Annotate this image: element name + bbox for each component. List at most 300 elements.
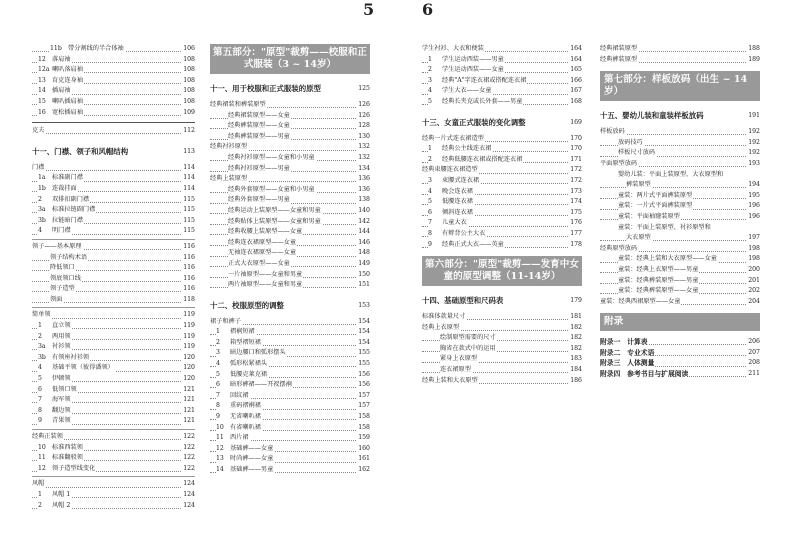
toc-entry[interactable] — [210, 454, 370, 465]
divider — [32, 307, 195, 308]
page-ref: 204 — [747, 297, 760, 308]
toc-entry[interactable] — [32, 385, 195, 396]
toc-entry-text: 经典裤装原型——女童 — [228, 122, 290, 130]
toc-entry-text: 褶裥短裙 — [230, 328, 255, 336]
toc-entry-text: 风帽 1 — [52, 490, 71, 498]
page-ref: 114 — [182, 163, 195, 174]
toc-entry[interactable] — [210, 132, 370, 143]
toc-entry[interactable] — [600, 233, 760, 244]
toc-entry-text: 经典"A"字连衣裙或搭配连衣裙 — [442, 76, 527, 84]
toc-entry[interactable] — [210, 391, 370, 402]
page-ref: 200 — [747, 265, 760, 276]
toc-entry[interactable] — [422, 197, 582, 208]
toc-entry-text: 时尚裤——女童 — [230, 455, 274, 463]
toc-entry-label — [228, 270, 303, 281]
page-ref: 126 — [357, 100, 370, 111]
page-ref: 124 — [182, 501, 195, 512]
toc-entry[interactable] — [210, 359, 370, 370]
page-ref: 161 — [357, 454, 370, 465]
toc-entry[interactable] — [210, 412, 370, 423]
toc-entry[interactable] — [422, 365, 582, 376]
page-ref: 189 — [747, 55, 760, 66]
toc-entry[interactable] — [32, 108, 195, 119]
toc-entry[interactable] — [422, 229, 582, 240]
part-heading: 第七部分：样板放码（出生 ~ 14岁） — [600, 71, 760, 101]
page-ref: 194 — [747, 180, 760, 191]
toc-entry-text: 插肩袖 — [52, 87, 71, 95]
toc-entry[interactable] — [32, 173, 195, 184]
toc-entry[interactable] — [210, 338, 370, 349]
toc-entry-text: 降低领口 — [50, 264, 75, 272]
toc-entry[interactable] — [32, 453, 195, 464]
toc-entry-label — [38, 216, 84, 227]
toc-entry[interactable] — [32, 86, 195, 97]
toc-entry-text: 放码技巧 — [618, 138, 643, 146]
toc-entry-text: 附录一 计算表 — [600, 338, 648, 347]
toc-entry-label — [428, 86, 493, 97]
toc-entry-text: 经典正装领 — [32, 433, 63, 440]
toc-entry-text: 喇叭落肩袖 — [52, 66, 83, 74]
toc-entry-label — [50, 284, 76, 295]
toc-entry[interactable] — [32, 55, 195, 66]
toc-entry[interactable] — [210, 227, 370, 238]
toc-entry[interactable] — [600, 337, 760, 348]
page-ref: 208 — [747, 358, 760, 369]
toc-entry-index: 3a — [38, 206, 46, 214]
toc-entry[interactable] — [210, 317, 370, 328]
toc-entry[interactable] — [422, 86, 582, 97]
toc-entry-label — [50, 295, 63, 306]
toc-entry[interactable] — [32, 216, 195, 227]
toc-entry-label — [32, 126, 45, 137]
toc-entry-label — [38, 363, 115, 374]
toc-entry[interactable] — [422, 312, 582, 323]
toc-entry[interactable] — [422, 344, 582, 355]
toc-entry-text: 海军领 — [52, 396, 71, 404]
toc-entry-text: 回纹裙 — [230, 391, 249, 399]
toc-entry[interactable] — [600, 244, 760, 255]
toc-entry[interactable] — [600, 265, 760, 276]
toc-entry-text: 经典外套原型——女童和小男童 — [228, 185, 315, 193]
toc-entry-text: 有省喇叭裙 — [230, 423, 261, 431]
page-ref: 119 — [182, 321, 195, 332]
page-ref: 120 — [182, 363, 195, 374]
chapter-heading[interactable] — [422, 294, 582, 308]
toc-entry[interactable] — [600, 286, 760, 297]
toc-column-3 — [422, 44, 582, 386]
toc-entry[interactable] — [32, 416, 195, 427]
toc-entry-text: 低腰克莱克裙 — [230, 370, 268, 378]
page-ref: 153 — [358, 301, 370, 309]
toc-entry[interactable] — [600, 148, 760, 159]
page-ref: 109 — [182, 108, 195, 119]
toc-entry[interactable] — [422, 165, 582, 176]
page-ref: 124 — [182, 490, 195, 501]
toc-entry[interactable] — [210, 401, 370, 412]
toc-entry-label — [422, 376, 479, 387]
toc-entry[interactable] — [600, 297, 760, 308]
toc-entry-label — [228, 248, 297, 259]
chapter-heading[interactable] — [32, 145, 195, 159]
chapter-title: 十一、门襟、领子和风帽结构 — [32, 146, 129, 156]
toc-entry[interactable] — [210, 111, 370, 122]
toc-entry-text: 学生运动西装——男童 — [442, 55, 504, 63]
toc-entry-index: 14 — [38, 87, 46, 95]
toc-entry-text: 裤装原型 — [626, 181, 651, 189]
toc-entry[interactable] — [32, 226, 195, 237]
page-ref: 113 — [183, 147, 195, 155]
toc-entry-label — [38, 321, 72, 332]
toc-entry[interactable] — [32, 432, 195, 443]
toc-entry[interactable] — [210, 217, 370, 228]
toc-entry-text: 标准副门襟 — [52, 174, 83, 182]
toc-entry[interactable] — [32, 284, 195, 295]
toc-entry-text: 学生运动西装——女童 — [442, 66, 504, 74]
page-ref: 157 — [357, 401, 370, 412]
toc-entry[interactable] — [210, 142, 370, 153]
toc-entry[interactable] — [210, 121, 370, 132]
toc-entry-label — [618, 191, 693, 202]
toc-entry-label — [618, 265, 699, 276]
page-ref: 118 — [182, 295, 195, 306]
page-ref: 172 — [569, 165, 582, 176]
toc-entry[interactable] — [32, 406, 195, 417]
toc-entry-label — [228, 280, 303, 291]
toc-entry[interactable] — [32, 76, 195, 87]
toc-entry-label — [428, 55, 505, 66]
page-ref: 150 — [357, 270, 370, 281]
toc-entry[interactable] — [32, 97, 195, 108]
page-ref: 115 — [182, 195, 195, 206]
toc-entry[interactable] — [32, 501, 195, 512]
toc-entry[interactable] — [210, 238, 370, 249]
page-ref: 183 — [569, 354, 582, 365]
page-ref: 168 — [569, 97, 582, 108]
toc-entry-text: 箱型褶短裙 — [230, 338, 261, 346]
toc-entry-label — [626, 180, 652, 191]
toc-entry[interactable] — [600, 212, 760, 223]
toc-entry-index: 3b — [38, 216, 46, 224]
toc-entry-label — [600, 358, 655, 369]
chapter-heading[interactable] — [210, 299, 370, 313]
toc-entry-text: 童装：经典上衣原型——男童 — [618, 265, 699, 273]
toc-entry[interactable] — [210, 185, 370, 196]
page-ref: 108 — [182, 76, 195, 87]
toc-entry[interactable] — [600, 191, 760, 202]
toc-entry[interactable] — [210, 206, 370, 217]
toc-entry-label — [428, 65, 505, 76]
toc-entry-text: 经典运动上装原型——女童和男童 — [228, 206, 321, 214]
toc-entry-label — [228, 185, 316, 196]
toc-entry[interactable] — [422, 176, 582, 187]
page-ref: 122 — [182, 453, 195, 464]
toc-entry-label — [38, 226, 72, 237]
toc-entry-label — [618, 170, 724, 181]
toc-entry[interactable] — [32, 443, 195, 454]
toc-entry-text: 标准拉链副门襟 — [52, 206, 96, 214]
toc-entry[interactable] — [422, 97, 582, 108]
toc-entry-index: 9 — [38, 417, 42, 425]
toc-entry-label — [228, 121, 291, 132]
toc-entry-text: 童装：经典上装和大衣原型——女童 — [618, 255, 717, 263]
toc-entry[interactable] — [210, 153, 370, 164]
toc-entry[interactable] — [422, 65, 582, 76]
toc-entry-label — [440, 365, 472, 376]
toc-entry[interactable] — [210, 327, 370, 338]
toc-entry[interactable] — [32, 205, 195, 216]
toc-entry-label — [422, 323, 460, 334]
page-ref: 130 — [357, 132, 370, 143]
toc-entry-text: 重码褶裥裙 — [230, 402, 261, 410]
toc-entry-text: 青果领 — [52, 417, 71, 425]
toc-entry[interactable] — [210, 100, 370, 111]
toc-entry[interactable] — [600, 254, 760, 265]
toc-entry[interactable] — [32, 395, 195, 406]
toc-entry[interactable] — [210, 164, 370, 175]
toc-entry-text: 学生衬衫、大衣和便装 — [422, 45, 484, 52]
toc-entry-label — [428, 155, 523, 166]
page-ref: 136 — [357, 185, 370, 196]
page-ref: 122 — [182, 464, 195, 475]
page-ref: 167 — [569, 86, 582, 97]
toc-entry-label — [38, 416, 72, 427]
page-ref: 119 — [182, 310, 195, 321]
toc-entry[interactable] — [422, 218, 582, 229]
toc-entry-text: 经典束腰连衣裙造型 — [422, 166, 478, 174]
chapter-heading[interactable] — [600, 109, 760, 123]
toc-entry-label — [428, 76, 527, 87]
toc-entry-label — [600, 337, 649, 348]
page-ref: 121 — [182, 406, 195, 417]
toc-entry[interactable] — [32, 363, 195, 374]
page-ref: 182 — [569, 344, 582, 355]
toc-entry[interactable] — [32, 479, 195, 490]
chapter-heading[interactable] — [422, 116, 582, 130]
toc-entry-index: 9 — [216, 413, 220, 421]
toc-entry[interactable] — [422, 240, 582, 251]
toc-entry-text: 童装：经典裤装原型——女童 — [618, 287, 699, 295]
toc-entry[interactable] — [422, 208, 582, 219]
page-ref: 148 — [357, 248, 370, 259]
toc-entry[interactable] — [422, 333, 582, 344]
toc-entry-label — [38, 55, 72, 66]
toc-entry[interactable] — [210, 259, 370, 270]
toc-entry-index: 1 — [428, 55, 432, 63]
toc-entry[interactable] — [210, 174, 370, 185]
toc-entry-label — [216, 444, 274, 455]
toc-entry[interactable] — [600, 55, 760, 66]
page-ref: 206 — [747, 337, 760, 348]
toc-entry-label — [216, 433, 250, 444]
toc-entry[interactable] — [32, 464, 195, 475]
page-ref: 176 — [569, 218, 582, 229]
page-ref: 132 — [357, 142, 370, 153]
toc-entry-text: 胸省在款式中的运用 — [440, 344, 496, 352]
toc-entry-label — [618, 138, 644, 149]
toc-entry-index: 12 — [38, 55, 46, 63]
toc-entry-index: 6 — [428, 208, 432, 216]
toc-entry[interactable] — [600, 127, 760, 138]
toc-entry-label — [228, 259, 291, 270]
toc-entry[interactable] — [210, 423, 370, 434]
toc-entry[interactable] — [210, 248, 370, 259]
page-ref: 198 — [747, 254, 760, 265]
toc-entry-text: 经典正式大衣——英童 — [442, 240, 504, 248]
toc-entry[interactable] — [600, 170, 760, 181]
toc-entry[interactable] — [600, 223, 760, 234]
page-ref: 114 — [182, 173, 195, 184]
toc-entry-index: 12 — [38, 464, 46, 472]
toc-entry-text: 经典原型放码 — [600, 244, 638, 252]
toc-entry-label — [618, 201, 693, 212]
toc-entry-text: 衬衫领 — [52, 343, 71, 351]
toc-entry[interactable] — [32, 253, 195, 264]
toc-entry[interactable] — [422, 376, 582, 387]
toc-entry-text: 领子造型 — [50, 285, 75, 293]
toc-entry[interactable] — [210, 280, 370, 291]
toc-entry-index: 1 — [428, 145, 432, 153]
toc-entry[interactable] — [210, 195, 370, 206]
toc-entry-label — [228, 206, 322, 217]
toc-entry-text: 经典衬衫原型——男童 — [228, 164, 290, 172]
page-ref: 155 — [357, 348, 370, 359]
toc-entry[interactable] — [210, 444, 370, 455]
toc-entry-text: 平面原型放码 — [600, 159, 638, 167]
chapter-heading[interactable] — [210, 82, 370, 96]
toc-entry[interactable] — [600, 369, 760, 380]
page-number-left: 5 — [363, 0, 375, 19]
page-ref: 136 — [357, 174, 370, 185]
toc-entry[interactable] — [210, 348, 370, 359]
toc-entry-label — [600, 44, 638, 55]
toc-entry[interactable] — [210, 380, 370, 391]
toc-entry-index: 4 — [38, 227, 42, 235]
toc-entry-text: 束腰式连衣裙 — [442, 176, 480, 184]
toc-entry[interactable] — [422, 323, 582, 334]
toc-entry-text: 童装：一片式平面裤装原型 — [618, 202, 693, 210]
toc-entry[interactable] — [32, 242, 195, 253]
toc-entry-index: 7 — [428, 219, 432, 227]
toc-entry-text: 两用领 — [52, 332, 71, 340]
toc-entry-text: 童装：平面上装原型、衬衫原型和 — [618, 223, 711, 231]
toc-entry-text: 经典公主线连衣裙 — [442, 145, 492, 153]
toc-entry[interactable] — [210, 270, 370, 281]
toc-entry[interactable] — [600, 348, 760, 359]
toc-entry-text: 晚会连衣裙 — [442, 187, 473, 195]
toc-entry-label — [618, 276, 699, 287]
toc-entry[interactable] — [422, 76, 582, 87]
toc-entry[interactable] — [600, 159, 760, 170]
toc-entry[interactable] — [422, 44, 582, 55]
page-ref: 114 — [182, 184, 195, 195]
toc-entry[interactable] — [32, 332, 195, 343]
toc-entry-text: 落肩袖 — [52, 55, 71, 63]
toc-entry[interactable] — [32, 353, 195, 364]
toc-entry-text: 双排扣副门襟 — [52, 195, 90, 203]
toc-entry[interactable] — [32, 44, 195, 55]
toc-entry[interactable] — [600, 201, 760, 212]
page-ref: 132 — [357, 153, 370, 164]
toc-entry[interactable] — [210, 370, 370, 381]
toc-entry-index: 7 — [216, 391, 220, 399]
page-ref: 207 — [747, 348, 760, 359]
page-ref: 158 — [357, 423, 370, 434]
page-ref: 173 — [569, 187, 582, 198]
toc-entry[interactable] — [32, 126, 195, 137]
toc-entry[interactable] — [32, 263, 195, 274]
toc-entry-text: 育克连身袖 — [52, 76, 83, 84]
toc-entry[interactable] — [32, 490, 195, 501]
divider — [32, 122, 195, 123]
toc-entry[interactable] — [600, 358, 760, 369]
page-ref: 160 — [357, 444, 370, 455]
toc-entry-text: 附录二 专业术语 — [600, 348, 655, 357]
toc-entry-label — [228, 195, 291, 206]
page-ref: 177 — [569, 229, 582, 240]
toc-entry[interactable] — [600, 44, 760, 55]
toc-entry-label — [440, 354, 478, 365]
toc-entry[interactable] — [32, 163, 195, 174]
page-ref: 126 — [357, 111, 370, 122]
toc-entry-label — [38, 332, 72, 343]
toc-entry-label — [428, 218, 468, 229]
toc-entry[interactable] — [32, 374, 195, 385]
page-ref: 198 — [747, 244, 760, 255]
toc-entry[interactable] — [600, 276, 760, 287]
toc-entry-label — [38, 395, 72, 406]
toc-entry-label — [38, 184, 78, 195]
toc-entry-text: 经典贴体上装原型——女童和男童 — [228, 217, 321, 225]
toc-entry-text: 经典收腰上装原型——女童 — [228, 228, 303, 236]
toc-entry[interactable] — [210, 465, 370, 476]
toc-entry-text: 基础平领（彼得潘领） — [52, 364, 114, 372]
toc-entry[interactable] — [422, 144, 582, 155]
chapter-title: 十二、校服原型的调整 — [210, 300, 284, 310]
toc-entry-text: 童装：经典西裙原型——女童 — [600, 297, 681, 305]
toc-entry-text: 西片裙 — [230, 434, 249, 442]
toc-entry-label — [216, 380, 293, 391]
toc-entry[interactable] — [600, 180, 760, 191]
toc-entry[interactable] — [422, 134, 582, 145]
toc-entry-index: 10 — [216, 423, 224, 431]
page-ref: 196 — [747, 201, 760, 212]
toc-entry-label — [32, 479, 45, 490]
toc-entry-text: 经典低腰连衣裙或搭配连衣裙 — [442, 155, 523, 163]
toc-entry-text: 暗形裤裙——开衩摆裥 — [230, 381, 292, 389]
toc-entry[interactable] — [32, 65, 195, 76]
toc-entry[interactable] — [422, 354, 582, 365]
toc-entry[interactable] — [32, 321, 195, 332]
page-ref: 162 — [357, 465, 370, 476]
toc-entry[interactable] — [32, 295, 195, 306]
toc-entry[interactable] — [32, 342, 195, 353]
page-ref: 144 — [357, 227, 370, 238]
page-ref: 192 — [747, 148, 760, 159]
toc-entry[interactable] — [422, 155, 582, 166]
toc-entry-index: 2 — [38, 195, 42, 203]
toc-entry[interactable] — [32, 184, 195, 195]
toc-entry[interactable] — [600, 138, 760, 149]
toc-entry[interactable] — [422, 187, 582, 198]
toc-entry[interactable] — [422, 55, 582, 66]
toc-entry[interactable] — [210, 433, 370, 444]
toc-entry[interactable] — [32, 274, 195, 285]
toc-entry-index: 3 — [428, 76, 432, 84]
toc-entry[interactable] — [32, 195, 195, 206]
toc-entry-text: 经典裤装原型——男童 — [228, 132, 290, 140]
page-ref: 108 — [182, 65, 195, 76]
toc-entry[interactable] — [32, 310, 195, 321]
